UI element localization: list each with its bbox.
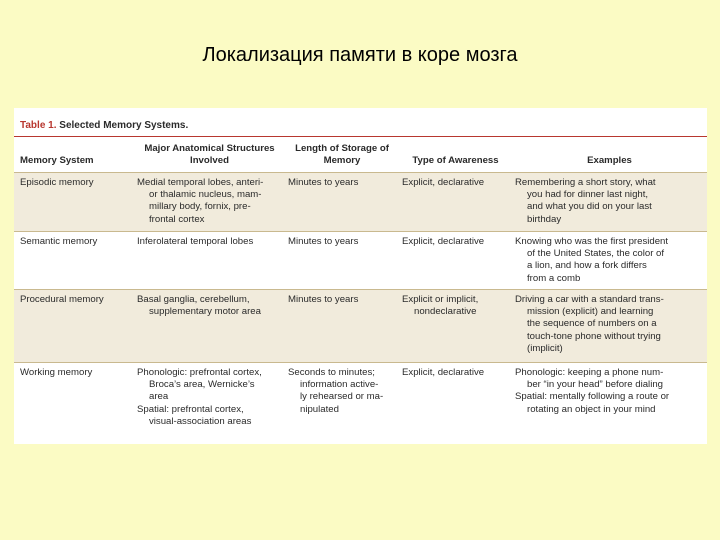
cell-structures bbox=[134, 362, 285, 438]
cell-text: Working memory bbox=[20, 366, 93, 378]
cell-line: Medial temporal lobes, anteri- bbox=[137, 176, 264, 188]
cell-line: Phonologic: prefrontal cortex, bbox=[137, 366, 262, 378]
cell-storage bbox=[285, 231, 399, 289]
cell-storage bbox=[285, 362, 399, 438]
cell-line: nondeclarative bbox=[414, 305, 477, 317]
cell-awareness bbox=[399, 231, 512, 289]
table-caption-number: Table 1. bbox=[20, 120, 57, 131]
cell-line: supplementary motor area bbox=[149, 305, 261, 317]
cell-storage bbox=[285, 172, 399, 231]
cell-line: Explicit, declarative bbox=[402, 366, 485, 378]
cell-text: Semantic memory bbox=[20, 235, 98, 247]
cell-text: Procedural memory bbox=[20, 293, 104, 305]
table-caption-text: Selected Memory Systems. bbox=[56, 120, 189, 131]
cell-line: Spatial: prefrontal cortex, bbox=[137, 403, 244, 415]
table-row bbox=[14, 172, 707, 231]
cell-line: mission (explicit) and learning bbox=[527, 305, 654, 317]
cell-line: rotating an object in your mind bbox=[527, 403, 656, 415]
cell-examples bbox=[512, 362, 707, 438]
cell-line: you had for dinner last night, bbox=[527, 188, 649, 200]
cell-line: visual-association areas bbox=[149, 416, 252, 428]
cell-line: Minutes to years bbox=[288, 293, 359, 305]
cell-line: Remembering a short story, what bbox=[515, 176, 656, 188]
cell-line: Spatial: mentally following a route or bbox=[515, 391, 670, 403]
table-row bbox=[14, 289, 707, 362]
cell-line: or thalamic nucleus, mam- bbox=[149, 188, 262, 200]
cell-storage bbox=[285, 289, 399, 362]
cell-examples bbox=[512, 172, 707, 231]
cell-memory-system bbox=[14, 289, 134, 362]
cell-line: Minutes to years bbox=[288, 176, 359, 188]
cell-line: of the United States, the color of bbox=[527, 247, 665, 259]
cell-line: nipulated bbox=[300, 403, 339, 415]
cell-line: Basal ganglia, cerebellum, bbox=[137, 293, 250, 305]
cell-structures bbox=[134, 289, 285, 362]
cell-line: Inferolateral temporal lobes bbox=[137, 235, 254, 247]
cell-line: Minutes to years bbox=[288, 235, 359, 247]
cell-line: birthday bbox=[527, 213, 562, 225]
cell-line: ly rehearsed or ma- bbox=[300, 391, 384, 403]
header-awareness: Type of Awareness bbox=[412, 155, 499, 167]
cell-line: touch-tone phone without trying bbox=[527, 330, 661, 342]
header-storage: Length of Storage of Memory bbox=[295, 142, 389, 167]
cell-memory-system bbox=[14, 231, 134, 289]
cell-line: Explicit or implicit, bbox=[402, 293, 479, 305]
header-memory-system: Memory System bbox=[20, 155, 94, 167]
cell-awareness bbox=[399, 172, 512, 231]
cell-line: Explicit, declarative bbox=[402, 176, 485, 188]
table-top-rule bbox=[14, 136, 707, 137]
table-row bbox=[14, 362, 707, 438]
cell-awareness bbox=[399, 289, 512, 362]
cell-line: a lion, and how a fork differs bbox=[527, 260, 647, 272]
cell-line: the sequence of numbers on a bbox=[527, 318, 657, 330]
cell-line: Explicit, declarative bbox=[402, 235, 485, 247]
cell-line: Seconds to minutes; bbox=[288, 366, 375, 378]
cell-line: Broca’s area, Wernicke’s bbox=[149, 378, 255, 390]
header-examples: Examples bbox=[587, 155, 632, 167]
cell-examples bbox=[512, 231, 707, 289]
cell-line: millary body, fornix, pre- bbox=[149, 201, 251, 213]
cell-line: Driving a car with a standard trans- bbox=[515, 293, 664, 305]
table-header-row bbox=[14, 138, 707, 172]
cell-structures bbox=[134, 172, 285, 231]
header-structures: Major Anatomical Structures Involved bbox=[144, 142, 275, 167]
cell-line: Knowing who was the first president bbox=[515, 235, 669, 247]
cell-line: Phonologic: keeping a phone num- bbox=[515, 366, 664, 378]
cell-line: area bbox=[149, 391, 169, 403]
cell-examples bbox=[512, 289, 707, 362]
table-row bbox=[14, 231, 707, 289]
cell-line: (implicit) bbox=[527, 343, 563, 355]
cell-text: Episodic memory bbox=[20, 176, 94, 188]
cell-line: ber “in your head” before dialing bbox=[527, 378, 663, 390]
cell-line: and what you did on your last bbox=[527, 201, 652, 213]
cell-line: frontal cortex bbox=[149, 213, 205, 225]
memory-systems-table-figure bbox=[14, 108, 707, 444]
memory-systems-table bbox=[14, 138, 707, 438]
cell-line: from a comb bbox=[527, 272, 581, 284]
cell-line: information active- bbox=[300, 378, 379, 390]
cell-memory-system bbox=[14, 362, 134, 438]
table-caption bbox=[20, 120, 188, 131]
cell-structures bbox=[134, 231, 285, 289]
cell-awareness bbox=[399, 362, 512, 438]
cell-memory-system bbox=[14, 172, 134, 231]
slide-title: Локализация памяти в коре мозга bbox=[202, 44, 518, 66]
